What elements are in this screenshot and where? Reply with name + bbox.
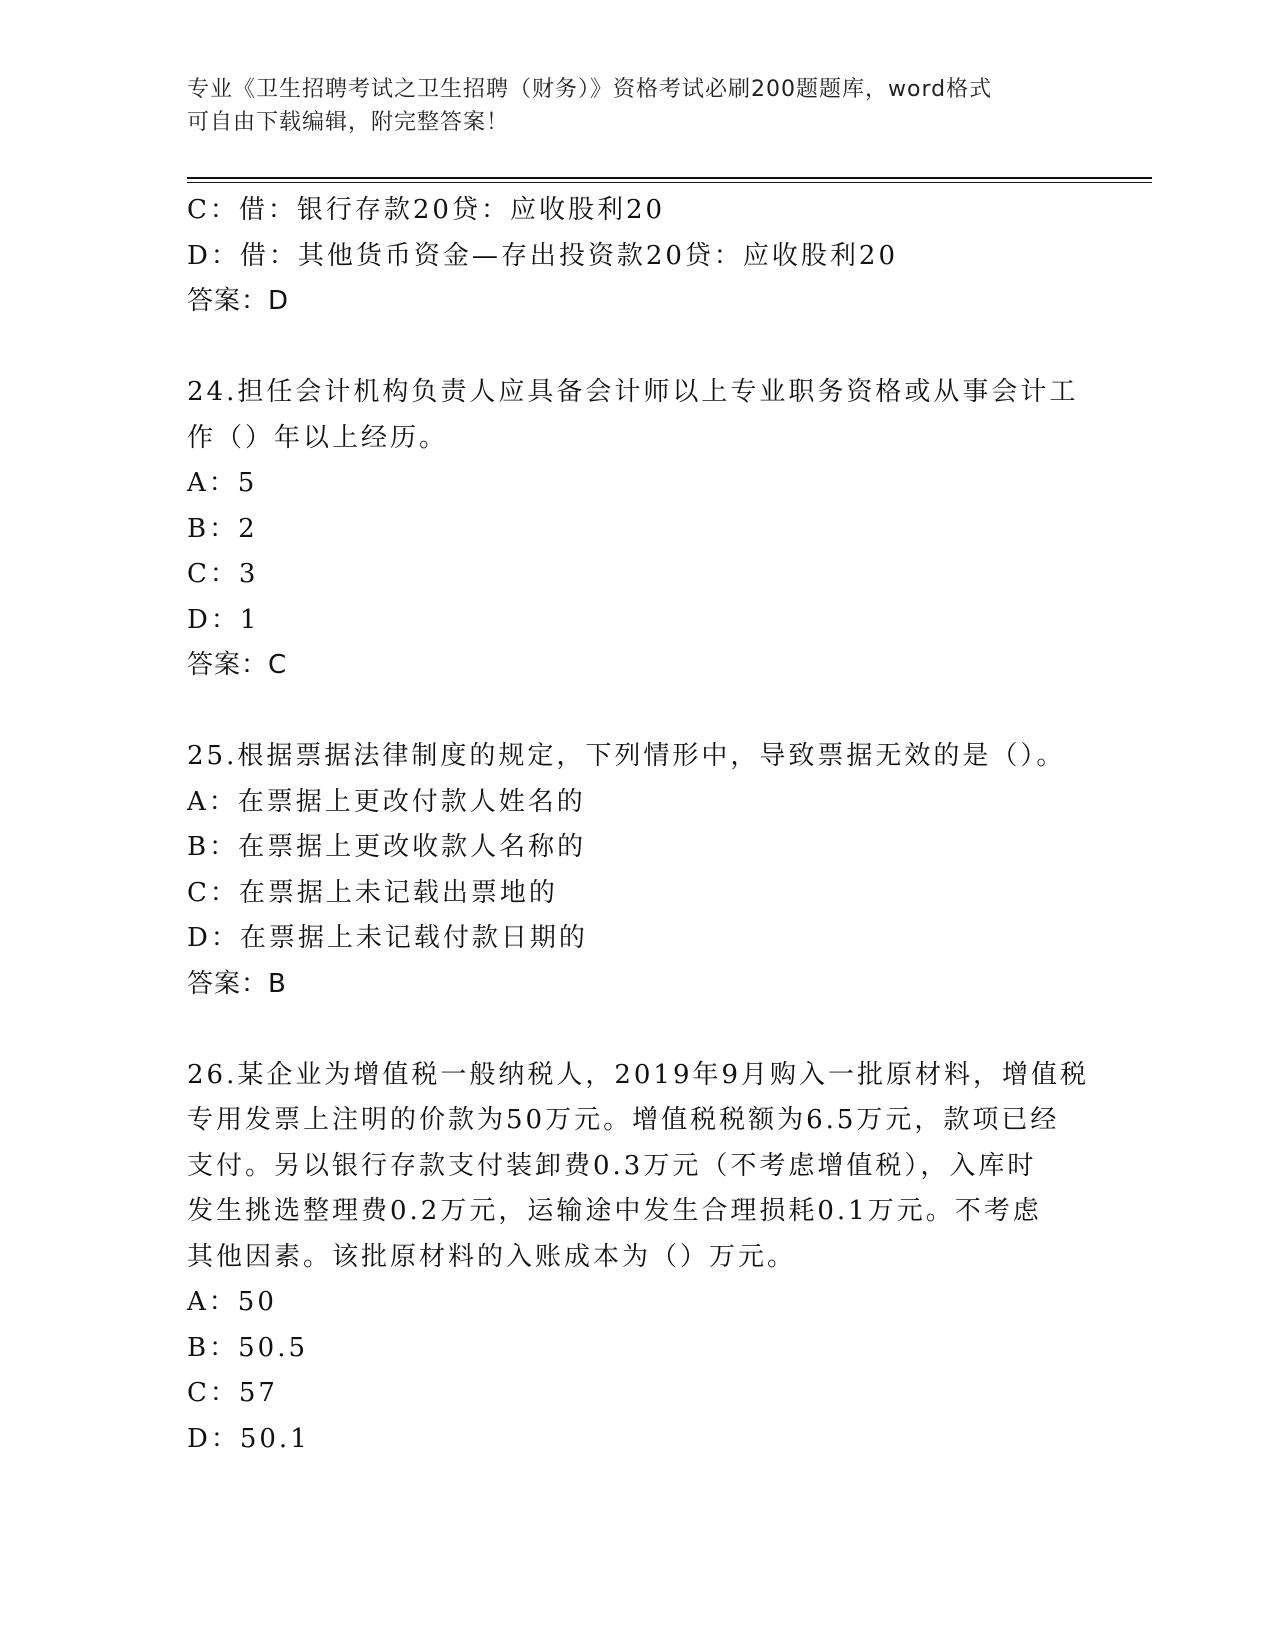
question-text-line: 专用发票上注明的价款为50万元。增值税税额为6.5万元，款项已经 [187, 1105, 1060, 1135]
question-24 [187, 370, 1087, 689]
question-text-line: 26.某企业为增值税一般纳税人，2019年9月购入一批原材料，增值税 [187, 1059, 1090, 1090]
document-header [187, 73, 1087, 139]
option-line: C：在票据上未记载出票地的 [187, 877, 558, 908]
header-line-1: 专业《卫生招聘考试之卫生招聘（财务）》资格考试必刷200题题库，word格式 [187, 77, 993, 102]
option-line: B：2 [187, 513, 258, 544]
question-26 [187, 1053, 1090, 1463]
header-rule-thin [187, 182, 1152, 183]
option-line: D：50.1 [187, 1423, 310, 1454]
option-line: B：50.5 [187, 1332, 308, 1363]
question-text-line: 25.根据票据法律制度的规定，下列情形中，导致票据无效的是（）。 [187, 741, 1066, 771]
spacer [187, 1007, 1087, 1053]
option-line: C：57 [187, 1378, 278, 1408]
question-text-line: 作（）年以上经历。 [187, 422, 449, 453]
question-text-line: 24.担任会计机构负责人应具备会计师以上专业职务资格或从事会计工 [187, 377, 1079, 407]
option-line: D：1 [187, 604, 260, 635]
spacer [187, 325, 1087, 371]
question-text-line: 发生挑选整理费0.2万元，运输途中发生合理损耗0.1万元。不考虑 [187, 1196, 1042, 1226]
header-line-2: 可自由下载编辑，附完整答案！ [187, 110, 510, 135]
spacer [187, 689, 1087, 735]
answer-line: 答案：D [187, 286, 290, 316]
option-line: B：在票据上更改收款人名称的 [187, 832, 587, 862]
answer-line: 答案：C [187, 650, 288, 680]
option-line: A：50 [187, 1287, 277, 1317]
question-text-line: 支付。另以银行存款支付装卸费0.3万元（不考虑增值税），入库时 [187, 1150, 1037, 1181]
option-line: C：借：银行存款20贷：应收股利20 [187, 195, 666, 225]
question-text-line: 其他因素。该批原材料的入账成本为（）万元。 [187, 1241, 797, 1272]
option-line: C：3 [187, 559, 259, 589]
answer-line: 答案：B [187, 968, 287, 999]
question-25 [187, 734, 1087, 1007]
option-line: A：在票据上更改付款人姓名的 [187, 786, 586, 817]
document-body [187, 188, 1090, 1462]
header-rule-thick [187, 177, 1152, 179]
prev-question [187, 188, 1087, 325]
option-line: D：借：其他货币资金—存出投资款20贷：应收股利20 [187, 240, 899, 271]
option-line: D：在票据上未记载付款日期的 [187, 923, 588, 953]
option-line: A：5 [187, 468, 258, 498]
